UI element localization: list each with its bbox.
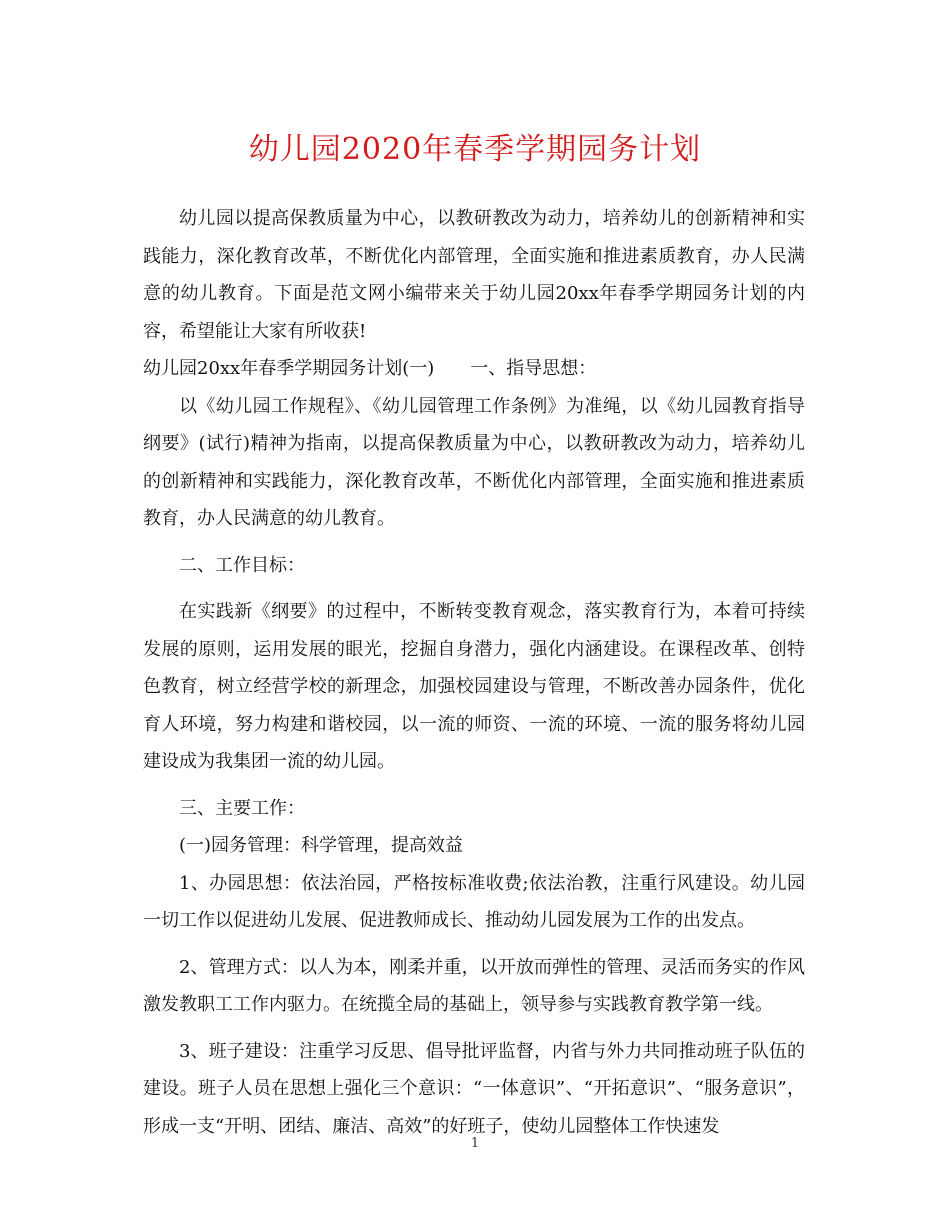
guiding-thought-paragraph: 以《幼儿园工作规程》、《幼儿园管理工作条例》为准绳，以《幼儿园教育指导纲要》(试行)精神为指南，以提高保教质量为中心，以教研教改为动力，培养幼儿的创新精神和实践能力，深化教育改革，不断优化内部管理，全面实施和推进素质教育，办人民满意的幼儿教育。 bbox=[143, 395, 805, 529]
item-1-paragraph: 1、办园思想：依法治园，严格按标准收费;依法治教，注重行风建设。幼儿园一切工作以促进幼儿发展、促进教师成长、推动幼儿园发展为工作的出发点。 bbox=[143, 872, 805, 931]
item-3-paragraph: 3、班子建设：注重学习反思、倡导批评监督，内省与外力共同推动班子队伍的建设。班子人员在思想上强化三个意识：“一体意识”、“开拓意识”、“服务意识”，形成一支“开明、团结、廉洁、高效”的好班子，使幼儿园整体工作快速发 bbox=[143, 1040, 805, 1137]
garden-management-heading: (一)园务管理：科学管理，提高效益 bbox=[179, 835, 464, 856]
work-goals-heading: 二、工作目标： bbox=[179, 554, 305, 576]
item-2-paragraph: 2、管理方式：以人为本，刚柔并重，以开放而弹性的管理、灵活而务实的作风激发教职工工作内驱力。在统揽全局的基础上，领导参与实践教育教学第一线。 bbox=[143, 956, 805, 1015]
work-goals-paragraph: 在实践新《纲要》的过程中，不断转变教育观念，落实教育行为，本着可持续发展的原则，运用发展的眼光，挖掘自身潜力，强化内涵建设。在课程改革、创特色教育，树立经营学校的新理念，加强校园建设与管理，不断改善办园条件，优化育人环境，努力构建和谐校园，以一流的师资、一流的环境、一流的服务将幼儿园建设成为我集团一流的幼儿园。 bbox=[143, 601, 805, 772]
page-number: 1 bbox=[470, 1136, 480, 1151]
main-work-heading: 三、主要工作： bbox=[179, 797, 305, 819]
document-body bbox=[143, 200, 805, 1145]
intro-paragraph: 幼儿园以提高保教质量为中心，以教研教改为动力，培养幼儿的创新精神和实践能力，深化教育改革，不断优化内部管理，全面实施和推进素质教育，办人民满意的幼儿教育。下面是范文网小编带来关于幼儿园20xx年春季学期园务计划的内容，希望能让大家有所收获! bbox=[143, 208, 805, 342]
section-heading-plan-one: 幼儿园20xx年春季学期园务计划(一) 一、指导思想： bbox=[143, 358, 597, 379]
document-title: 幼儿园2020年春季学期园务计划 bbox=[248, 132, 702, 167]
